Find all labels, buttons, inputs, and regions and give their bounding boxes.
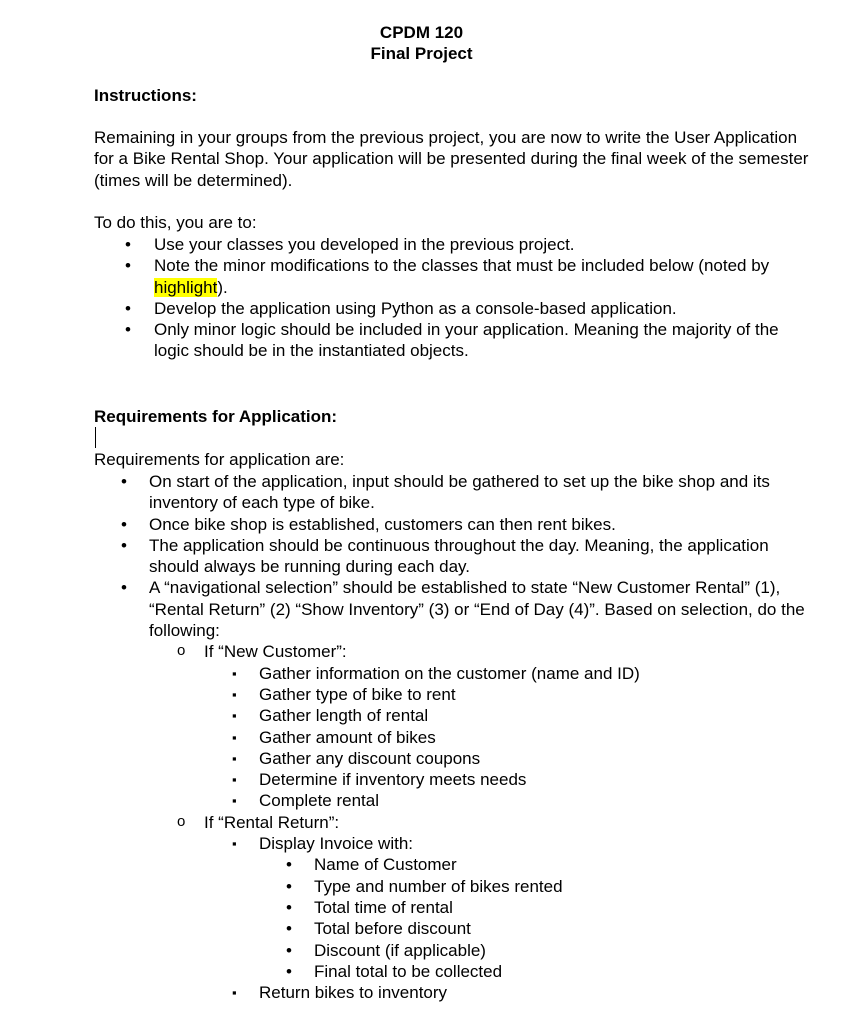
invoice-field: Discount (if applicable)	[314, 940, 486, 960]
list-item	[94, 255, 814, 298]
todo-item-text: Develop the application using Python as a console-based application.	[154, 298, 677, 318]
option-label: If “Rental Return”:	[204, 812, 340, 832]
list-item	[149, 812, 814, 1004]
invoice-field: Final total to be collected	[314, 961, 503, 981]
list-item	[94, 234, 814, 255]
step-text: Determine if inventory meets needs	[259, 770, 527, 790]
list-item	[204, 833, 814, 982]
list-item	[94, 319, 814, 362]
invoice-field: Total time of rental	[314, 897, 453, 917]
step-text: Display Invoice with:	[259, 834, 414, 854]
highlight-word: highlight	[154, 277, 218, 297]
list-item	[259, 854, 814, 875]
list-item	[204, 727, 814, 748]
invoice-fields	[259, 854, 814, 982]
todo-list	[94, 234, 814, 362]
list-item	[204, 684, 814, 705]
todo-item-text: Only minor logic should be included in your application. Meaning the majority of the logic should be in the instantiated objects.	[154, 320, 779, 361]
list-item	[204, 748, 814, 769]
list-item	[204, 663, 814, 684]
todo-item-text: Use your classes you developed in the previous project.	[154, 235, 575, 254]
requirement-text: On start of the application, input should be gathered to set up the bike shop and its inventory of each type of bike.	[149, 472, 770, 513]
option-label: If “New Customer”:	[204, 642, 347, 662]
course-code: CPDM 120	[379, 23, 464, 42]
new-customer-steps	[204, 663, 814, 812]
requirements-list	[94, 471, 814, 1003]
step-text: Gather length of rental	[259, 706, 429, 726]
rental-return-steps	[204, 833, 814, 1003]
step-text: Complete rental	[259, 791, 380, 811]
list-item	[94, 298, 814, 319]
todo-label: To do this, you are to:	[94, 213, 257, 232]
page-title: Final Project	[370, 44, 473, 63]
todo-item-text: ).	[217, 277, 228, 297]
list-item	[94, 514, 814, 535]
instructions-heading: Instructions:	[94, 86, 197, 105]
step-text: Gather information on the customer (name and ID)	[259, 663, 640, 683]
list-item	[94, 535, 814, 578]
requirements-heading: Requirements for Application:	[94, 407, 338, 426]
selection-list	[149, 641, 814, 1003]
list-item	[149, 641, 814, 811]
list-item	[259, 897, 814, 918]
invoice-field: Type and number of bikes rented	[314, 876, 563, 896]
list-item	[259, 918, 814, 939]
step-text: Gather type of bike to rent	[259, 684, 456, 704]
instructions-intro: Remaining in your groups from the previous project, you are now to write the User Application for a Bike Rental Shop. Your application will be presented during the final week of the semester (times will be determined).	[94, 128, 809, 190]
requirement-text: A “navigational selection” should be established to state “New Customer Rental” (1), “Rental Return” (2) “Show Inventory” (3) or “End of Day (4)”. Based on selection, do the following:	[149, 578, 805, 641]
list-item	[204, 790, 814, 811]
list-item	[259, 961, 814, 982]
list-item	[259, 940, 814, 961]
requirements-label: Requirements for application are:	[94, 450, 345, 469]
list-item	[94, 471, 814, 514]
text-cursor	[95, 427, 96, 448]
list-item	[204, 705, 814, 726]
list-item	[94, 577, 814, 1003]
invoice-field: Total before discount	[314, 919, 471, 939]
list-item	[204, 982, 814, 1003]
todo-item-text: Note the minor modifications to the classes that must be included below (noted by	[154, 256, 770, 276]
requirement-text: Once bike shop is established, customers can then rent bikes.	[149, 514, 616, 534]
step-text: Gather any discount coupons	[259, 748, 481, 768]
list-item	[259, 876, 814, 897]
list-item	[204, 769, 814, 790]
requirement-text: The application should be continuous throughout the day. Meaning, the application should always be running during each day.	[149, 535, 769, 577]
step-text: Return bikes to inventory	[259, 983, 448, 1003]
invoice-field: Name of Customer	[314, 855, 457, 875]
step-text: Gather amount of bikes	[259, 727, 436, 747]
